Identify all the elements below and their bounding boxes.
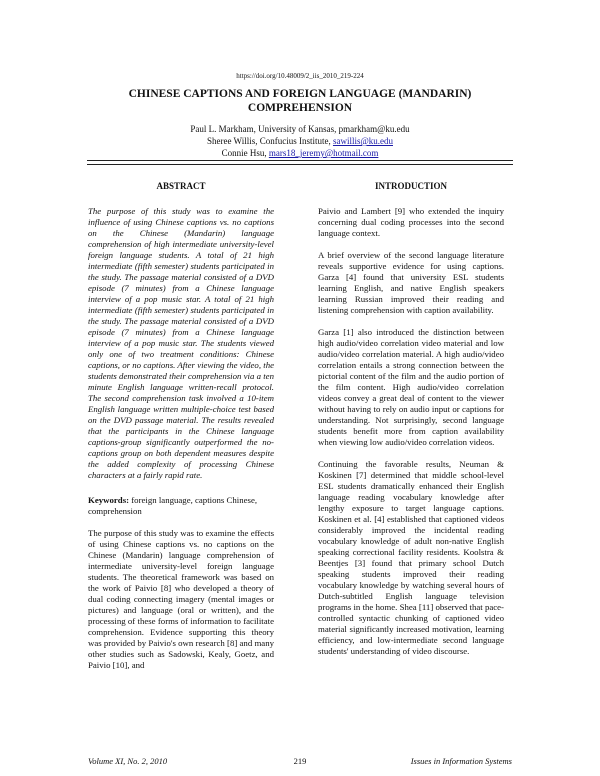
author-line-3 xyxy=(0,147,600,159)
doi-line: https://doi.org/10.48009/2_iis_2010_219-224 xyxy=(236,72,364,80)
email-link-hsu[interactable]: mars18_jeremy@hotmail.com xyxy=(268,148,379,158)
author-1: Paul L. Markham, University of Kansas, pmarkham@ku.edu xyxy=(190,124,410,134)
body-paragraph: Continuing the favorable results, Neuman & Koskinen [7] determined that middle school-level ESL students dramatically enhanced their English language reading vocabulary knowledge after lengthy exposure to target language captions. Koskinen et al. [4] established that captioned videos considerably improved the incidental reading vocabulary knowledge of adult non-native English speaking correctional facility residents. Koolstra & Beentjes [3] found that primary school Dutch speaking students improved their reading vocabulary knowledge by watching several hours of Dutch-subtitled English language television programs in the home. Shea [11] observed that pace-controlled syntactic chunking of captioned video material significantly increased motivation, learning efficiency, and low-intermediate second language students' understanding of video discourse. xyxy=(318,459,504,656)
left-column xyxy=(88,181,274,682)
footer-volume: Volume XI, No. 2, 2010 xyxy=(88,756,168,766)
divider-rule-2 xyxy=(87,164,513,166)
footer-page-number: 219 xyxy=(293,756,307,766)
keywords xyxy=(88,495,274,517)
footer-journal: Issues in Information Systems xyxy=(410,756,512,766)
abstract-text: The purpose of this study was to examine the influence of using Chinese captions vs. no captions on the Chinese (Mandarin) language comprehension of high intermediate university-level foreign language students. A total of 21 high intermediate (fifth semester) students participated in the study. The passage material consisted of a DVD episode (7 minutes) from a Chinese language interview of a pop music star. A total of 21 high intermediate (fifth semester) students participated in the study. The passage material consisted of a DVD episode (7 minutes) from a Chinese language interview of a pop music star. The students viewed only one of two treatment conditions: Chinese captions, or no captions. After viewing the video, the students demonstrated their comprehension via a ten minute English language written-recall protocol. The second comprehension task involved a 10-item English language written multiple-choice test based on the DVD passage material. The results revealed that the participants in the Chinese language captions-group significantly outperformed the no- captions group on both dependent measures despite the added complexity of processing Chinese characters at a fairly rapid rate. xyxy=(88,206,274,480)
author-line-2 xyxy=(0,135,600,147)
divider-rule xyxy=(87,160,513,162)
introduction-heading: INTRODUCTION xyxy=(374,181,447,191)
author-line-1 xyxy=(0,123,600,135)
author-2: Sheree Willis, Confucius Institute, xyxy=(206,136,333,146)
body-paragraph: Paivio and Lambert [9] who extended the inquiry concerning dual coding processes into the second language context. xyxy=(318,206,504,238)
paper-title: CHINESE CAPTIONS AND FOREIGN LANGUAGE (MANDARIN) COMPREHENSION xyxy=(128,88,472,114)
author-block xyxy=(0,123,600,159)
abstract-heading: ABSTRACT xyxy=(156,181,206,191)
keywords-text: foreign language, captions Chinese, comprehension xyxy=(88,495,258,516)
keywords-label: Keywords: xyxy=(88,495,130,505)
body-paragraph: Garza [1] also introduced the distinction between high audio/video correlation video material and low audio/video correlation material. A high audio/video correlation entails a strong connection between the pictorial content of the film and the audio portion of the film content. High audio/video correlation videos convey a great deal of content to the viewer without having to rely on audio input or captions for understanding. Not surprisingly, second language students benefit more from caption availability when viewing low audio/video correlation videos. xyxy=(318,327,504,447)
body-paragraph: A brief overview of the second language literature reveals supportive evidence for using captions. Garza [4] found that university ESL students learning English, and native English speakers learning Russian improved their reading and listening comprehension with caption availability. xyxy=(318,250,504,315)
right-column xyxy=(318,181,504,668)
email-link-willis[interactable]: sawillis@ku.edu xyxy=(332,136,393,146)
author-3: Connie Hsu, xyxy=(221,148,269,158)
intro-paragraph: The purpose of this study was to examine the effects of using Chinese captions vs. no captions on the Chinese (Mandarin) language comprehension of intermediate university-level foreign language students. The theoretical framework was based on the work of Paivio [8] who developed a theory of dual coding connecting imagery (mental images or pictures) and language (oral or written), and the processing of these forms of information to facilitate comprehension. Evidence supporting this theory was provided by Paivio's own research [8] and many other studies such as Sadowski, Kealy, Goetz, and Paivio [10], and xyxy=(88,528,274,670)
